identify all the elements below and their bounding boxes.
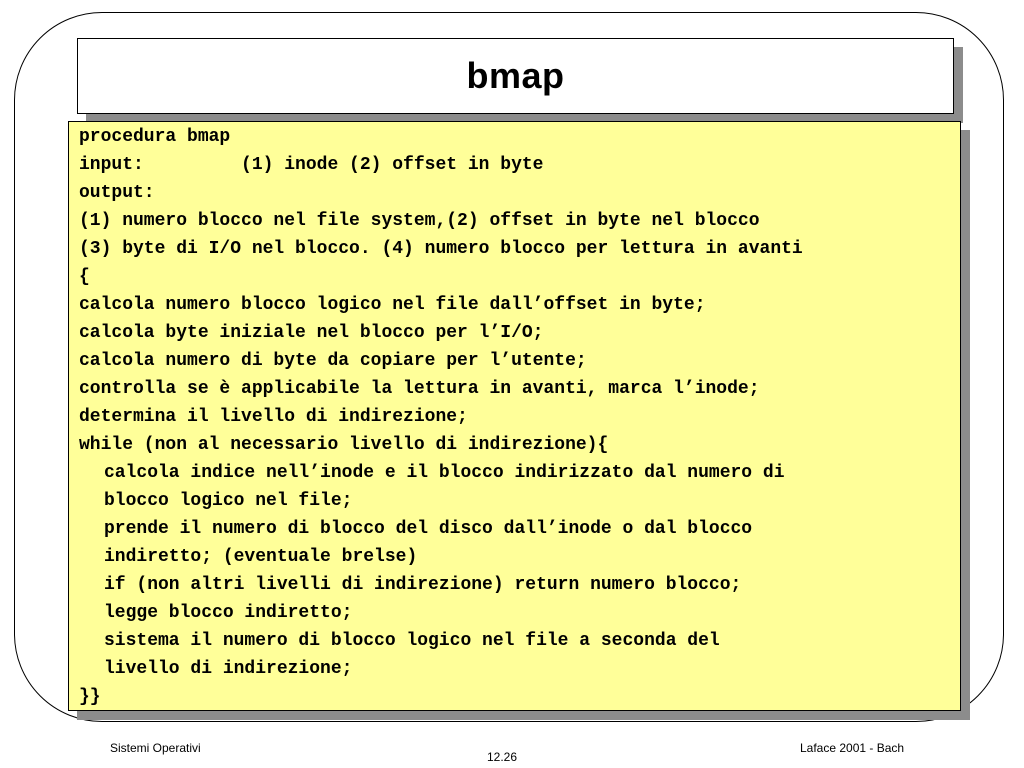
code-line: livello di indirezione;: [104, 659, 353, 679]
code-line: {: [79, 267, 90, 287]
code-line: if (non altri livelli di indirezione) return numero blocco;: [104, 575, 742, 595]
code-line: }}: [79, 687, 101, 707]
code-line: (3) byte di I/O nel blocco. (4) numero blocco per lettura in avanti: [79, 239, 803, 259]
code-line: output:: [79, 183, 155, 203]
code-line: while (non al necessario livello di indirezione){: [79, 435, 609, 455]
footer-author: Laface 2001 - Bach: [800, 741, 905, 755]
code-box: [68, 121, 961, 711]
code-line: blocco logico nel file;: [104, 491, 353, 511]
code-line: determina il livello di indirezione;: [79, 407, 468, 427]
code-line: input: (1) inode (2) offset in byte: [79, 155, 544, 175]
code-line: sistema il numero di blocco logico nel file a seconda del: [104, 631, 720, 651]
code-line: legge blocco indiretto;: [104, 603, 353, 623]
slide-title: bmap: [466, 55, 565, 96]
title-box: [77, 38, 954, 114]
code-line: controlla se è applicabile la lettura in avanti, marca l’inode;: [79, 379, 760, 399]
code-line: indiretto; (eventuale brelse): [104, 547, 418, 567]
code-line: calcola indice nell’inode e il blocco indirizzato dal numero di: [104, 463, 785, 483]
footer-course: Sistemi Operativi: [110, 741, 201, 755]
code-line: prende il numero di blocco del disco dall’inode o dal blocco: [104, 519, 753, 539]
footer-page-number: 12.26: [487, 750, 518, 764]
code-line: procedura bmap: [79, 127, 231, 147]
code-line: calcola numero di byte da copiare per l’utente;: [79, 351, 587, 371]
code-line: calcola numero blocco logico nel file dall’offset in byte;: [79, 295, 706, 315]
code-line: calcola byte iniziale nel blocco per l’I/O;: [79, 323, 544, 343]
code-line: (1) numero blocco nel file system,(2) offset in byte nel blocco: [79, 211, 760, 231]
